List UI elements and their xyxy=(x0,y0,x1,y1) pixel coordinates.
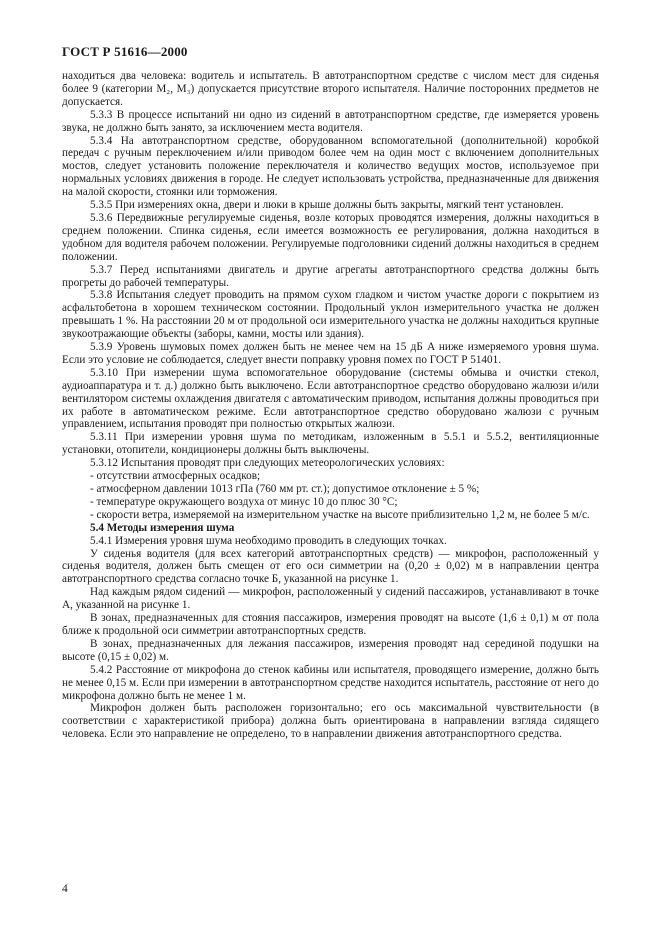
clause-5-3-3: 5.3.3 В процессе испытаний ни одно из сидений в автотранспортном средстве, где измеряется уровень звука, не должно быть занято, за исключением места водителя. xyxy=(62,108,599,134)
list-item: - скорости ветра, измеряемой на измерительном участке на высоте приблизительно 1,2 м, не более 5 м/с. xyxy=(90,508,590,521)
clause-5-3-7: 5.3.7 Перед испытаниями двигатель и другие агрегаты автотранспортного средства должны быть прогреты до рабочей температуры. xyxy=(62,263,599,289)
list-item: - отсутствии атмосферных осадков; xyxy=(90,470,261,483)
clause-5-3-11: 5.3.11 При измерении уровня шума по методикам, изложенным в 5.5.1 и 5.5.2, вентиляционные установки, отопители, кондиционеры должны быть выключены. xyxy=(62,431,599,457)
list-item: - температуре окружающего воздуха от минус 10 до плюс 30 °С; xyxy=(90,495,398,508)
paragraph: Микрофон должен быть расположен горизонтально; его ось максимальной чувствительности (в соответствии с характеристикой прибора) должна быть ориентирована в направлении взгляда сидящего человека. Если это направление не определено, то в направлении движения автотранспортного средства. xyxy=(62,702,599,741)
list-item: - атмосферном давлении 1013 гПа (760 мм рт. ст.); допустимое отклонение ± 5 %; xyxy=(90,483,480,495)
clause-5-4-2: 5.4.2 Расстояние от микрофона до стенок кабины или испытателя, проводящего измерение, должно быть не менее 0,15 м. Если при измерении в автотранспортном средстве находится испытатель, расстояние от него до микрофона должно быть не менее 1 м. xyxy=(62,663,599,702)
paragraph: В зонах, предназначенных для стояния пассажиров, измерения проводят на высоте (1,6 ± 0,1) м от пола ближе к продольной оси симметрии автотранспортных средств. xyxy=(62,612,599,637)
page-number: 4 xyxy=(62,883,68,895)
standard-header: ГОСТ Р 51616—2000 xyxy=(62,44,188,59)
paragraph: В зонах, предназначенных для лежания пассажиров, измерения проводят над серединой подушки на высоте (0,15 ± 0,02) м. xyxy=(62,637,599,663)
clause-5-3-8: 5.3.8 Испытания следует проводить на прямом сухом гладком и чистом участке дороги с покрытием из асфальтобетона в хорошем техническом состоянии. Продольный уклон измерительного участка не должен превышать 1 %. На расстоянии 20 м от продольной оси измерительного участка не должны находиться крупные звукоотражающие объекты (заборы, камни, мосты или здания). xyxy=(62,289,599,341)
clause-5-3-5: 5.3.5 При измерениях окна, двери и люки в крыше должны быть закрыты, мягкий тент установлен. xyxy=(90,199,564,212)
clause-5-3-4: 5.3.4 На автотранспортном средстве, оборудованном вспомогательной (дополнительной) коробкой передач с ручным переключением и/или приводом более чем на один мост с включением дополнительных мостов, следует установить положение переключателя и количество ведущих мостов, используемое при нормальных условиях движения в городе. Не следует использовать устройства, предназначенные для движения на малой скорости, стоянки или торможения. xyxy=(62,134,599,199)
clause-5-3-9: 5.3.9 Уровень шумовых помех должен быть не менее чем на 15 дБ A ниже измеряемого уровня шума. Если это условие не соблюдается, следует внести поправку уровня помех по ГОСТ Р 51401. xyxy=(62,341,599,366)
clause-5-4-1: 5.4.1 Измерения уровня шума необходимо проводить в следующих точках. xyxy=(90,534,447,547)
section-heading-5-4: 5.4 Методы измерения шума xyxy=(90,521,235,534)
paragraph-continuation: находиться два человека: водитель и испытатель. В автотранспортном средстве с числом мест для сиденья более 9 (категории M₂, M₃) допускается присутствие второго испытателя. Наличие посторонних предметов не допускается. xyxy=(62,70,599,108)
paragraph: У сиденья водителя (для всех категорий автотранспортных средств) — микрофон, расположенный у сиденья водителя, должен быть смещен от его оси симметрии на (0,20 ± 0,02) м в направлении центра автотранспортного средства согласно точке Б, указанной на рисунке 1. xyxy=(62,547,599,586)
clause-5-3-10: 5.3.10 При измерении шума вспомогательное оборудование (системы обмыва и очистки стекол, аудиоаппаратура и т. д.) должно быть выключено. Если автотранспортное средство оборудовано жалюзи и/или вентилятором системы охлаждения двигателя с автоматическим приводом, испытания должны проводиться при их работе в автоматическом режиме. Если автотранспортное средство оборудовано жалюзи с ручным управлением, испытания проводят при полностью открытых жалюзи. xyxy=(62,366,599,431)
clause-5-3-6: 5.3.6 Передвижные регулируемые сиденья, возле которых проводятся измерения, должны находиться в среднем положении. Спинка сиденья, если имеется возможность ее регулирования, должна находиться в удобном для водителя рабочем положении. Регулируемые подголовники сидений должны находиться в среднем положении. xyxy=(62,211,599,263)
clause-5-3-12: 5.3.12 Испытания проводят при следующих метеорологических условиях: xyxy=(90,457,445,470)
document-body xyxy=(62,70,599,741)
paragraph: Над каждым рядом сидений — микрофон, расположенный у сидений пассажиров, устанавливают в точке A, указанной на рисунке 1. xyxy=(62,586,599,612)
